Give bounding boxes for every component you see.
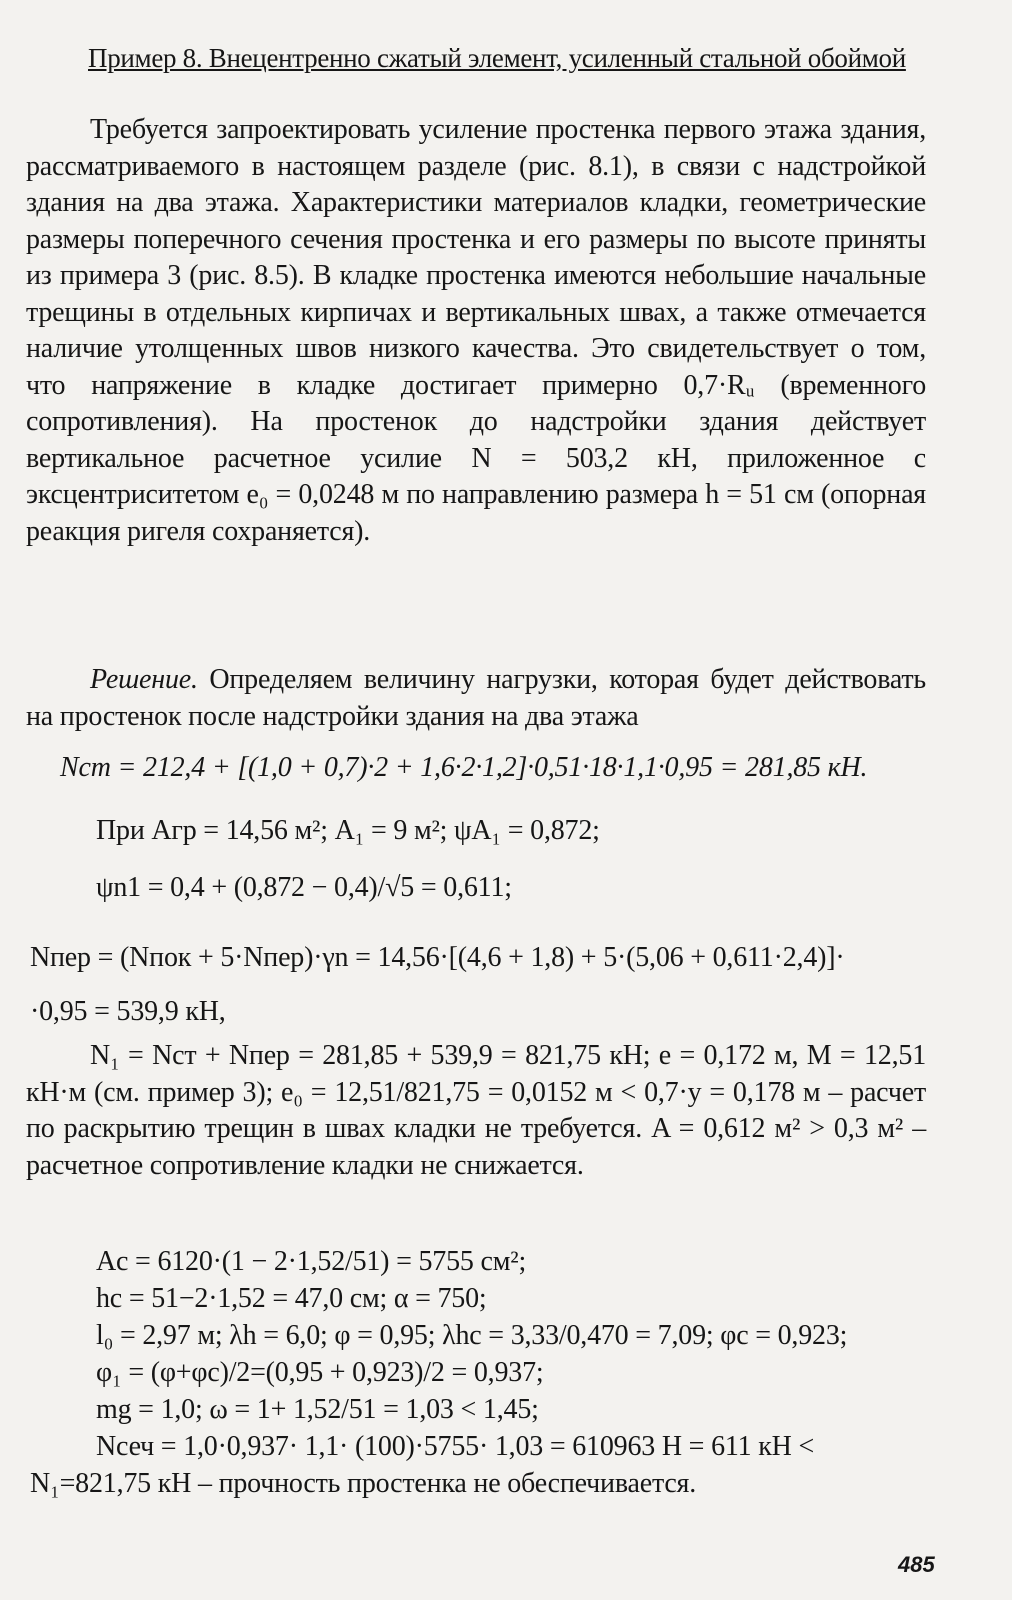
n1-paragraph [26, 1038, 926, 1184]
solution-paragraph [26, 662, 926, 735]
problem-paragraph [26, 112, 926, 550]
solution-label: Решение. [90, 664, 198, 695]
conclusion-line: N₁=821,75 кН – прочность простенка не обеспечивается. [30, 1468, 697, 1499]
equation-phi1: φ₁ = (φ+φc)/2=(0,95 + 0,923)/2 = 0,937; [96, 1357, 544, 1388]
page-number: 485 [898, 1552, 935, 1577]
example-title: Пример 8. Внецентренно сжатый элемент, усиленный стальной обоймой [88, 43, 906, 73]
equation-n-sech: Nсеч = 1,0·0,937· 1,1· (100)·5755· 1,03 = 610963 Н = 611 кН < [96, 1431, 815, 1462]
n1-text: N₁ = Nст + Nпер = 281,85 + 539,9 = 821,75 кН; e = 0,172 м, M = 12,51 кН·м (см. пример 3); e₀ = 12,51/821,75 = 0,0152 м < 0,7·y = 0,178 м – расчет по раскрытию трещин в швах кладки не требуется. A = 0,612 м² > 0,3 м² – расчетное сопротивление кладки не снижается. [26, 1040, 926, 1181]
equation-l0: l₀ = 2,97 м; λh = 6,0; φ = 0,95; λhc = 3,33/0,470 = 7,09; φc = 0,923; [96, 1320, 848, 1351]
equation-n-per-cont: ·0,95 = 539,9 кН, [30, 996, 226, 1027]
equation-ac: Ac = 6120·(1 − 2·1,52/51) = 5755 см²; [96, 1246, 527, 1277]
equation-area: При Aгр = 14,56 м²; A₁ = 9 м²; ψA₁ = 0,872; [96, 815, 600, 846]
equation-mg: mg = 1,0; ω = 1+ 1,52/51 = 1,03 < 1,45; [96, 1394, 539, 1425]
equation-n-per: Nпер = (Nпок + 5·Nпер)·γn = 14,56·[(4,6 + 1,8) + 5·(5,06 + 0,611·2,4)]· [30, 942, 845, 973]
solution-text: Определяем величину нагрузки, которая будет действовать на простенок после надстройки здания на два этажа [26, 664, 926, 732]
equation-n-st: Nст = 212,4 + [(1,0 + 0,7)·2 + 1,6·2·1,2]·0,51·18·1,1·0,95 = 281,85 кН. [60, 752, 868, 783]
equation-psi: ψn1 = 0,4 + (0,872 − 0,4)/√5 = 0,611; [96, 872, 512, 903]
problem-text: Требуется запроектировать усиление простенка первого этажа здания, рассматриваемого в настоящем разделе (рис. 8.1), в связи с надстройкой здания на два этажа. Характеристики материалов кладки, геометрические размеры поперечного сечения простенка и его размеры по высоте приняты из примера 3 (рис. 8.5). В кладке простенка имеются небольшие начальные трещины в отдельных кирпичах и вертикальных швах, а также отмечается наличие утолщенных швов низкого качества. Это свидетельствует о том, что напряжение в кладке достигает примерно 0,7·Rᵤ (временного сопротивления). На простенок до надстройки здания действует вертикальное расчетное усилие N = 503,2 кН, приложенное с эксцентриситетом e₀ = 0,0248 м по направлению размера h = 51 см (опорная реакция ригеля сохраняется). [26, 114, 926, 547]
equation-hc: hc = 51−2·1,52 = 47,0 см; α = 750; [96, 1283, 487, 1314]
